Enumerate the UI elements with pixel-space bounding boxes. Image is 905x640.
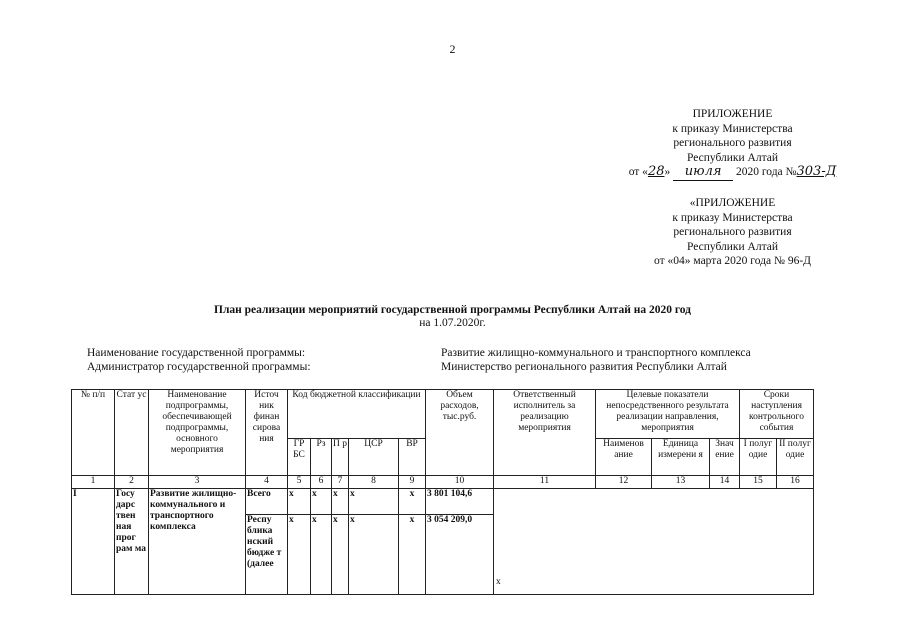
row-pr: х	[332, 515, 349, 595]
col-number: 2	[115, 476, 149, 489]
admin-label: Администратор государственной программы:	[87, 361, 311, 373]
header-targets: Целевые показатели непосредственного результата реализации направления, мероприятия	[596, 390, 740, 439]
header-rz: Рз	[311, 439, 332, 476]
col-number: 13	[652, 476, 710, 489]
appendix-date-line	[600, 165, 865, 181]
row-vr: х	[399, 515, 426, 595]
appendix-line: Республики Алтай	[686, 240, 779, 253]
handwritten-month: июля	[673, 165, 733, 181]
date-mid: »	[664, 166, 671, 179]
handwritten-number: 303-Д	[796, 164, 837, 180]
document-title-block	[0, 304, 905, 330]
col-number: 4	[246, 476, 288, 489]
appendix-line: от «04» марта 2020 года № 96-Д	[654, 255, 811, 268]
col-number: 16	[777, 476, 814, 489]
row-grbs: х	[288, 515, 311, 595]
appendix-block-original	[600, 196, 865, 269]
col-number: 8	[349, 476, 399, 489]
col-number: 12	[596, 476, 652, 489]
col-number: 5	[288, 476, 311, 489]
row-status: Госу дарс твен ная прог рам ма	[115, 489, 149, 595]
page-number: 2	[449, 42, 456, 56]
program-value: Развитие жилищно-коммунального и транспортного комплекса	[441, 347, 751, 359]
row-merged-x: х	[494, 489, 814, 595]
header-half1: I полуг одие	[740, 439, 777, 476]
handwritten-day: 28	[647, 164, 665, 180]
header-deadlines: Сроки наступления контрольного события	[740, 390, 814, 439]
row-source-total: Всего	[246, 489, 288, 515]
header-grbs: ГР БС	[288, 439, 311, 476]
header-value: Знач ение	[710, 439, 740, 476]
header-target-name: Наименов ание	[596, 439, 652, 476]
header-source: Источ ник финан сирова ния	[246, 390, 288, 476]
row-grbs: х	[288, 489, 311, 515]
appendix-line: регионального развития	[673, 226, 792, 239]
appendix-line: к приказу Министерства	[672, 211, 793, 224]
col-number: 11	[494, 476, 596, 489]
row-csr: х	[349, 489, 399, 515]
row-vr: х	[399, 489, 426, 515]
header-half2: II полуг одие	[777, 439, 814, 476]
date-prefix: от «	[628, 166, 648, 179]
document-date: на 1.07.2020г.	[419, 317, 486, 329]
col-number: 15	[740, 476, 777, 489]
row-rz: х	[311, 515, 332, 595]
col-number: 9	[399, 476, 426, 489]
header-status: Стат ус	[115, 390, 149, 476]
row-source-republic: Респу блика нский бюдже т (далее	[246, 515, 288, 595]
header-name: Наименование подпрограммы, обеспечивающей подпрограммы, основного мероприятия	[149, 390, 246, 476]
header-num: № п/п	[72, 390, 115, 476]
header-unit: Единица измерени я	[652, 439, 710, 476]
header-responsible: Ответственный исполнитель за реализацию мероприятия	[494, 390, 596, 476]
appendix-title: «ПРИЛОЖЕНИЕ	[689, 197, 776, 209]
row-pr: х	[332, 489, 349, 515]
plan-table	[71, 389, 814, 595]
row-name: Развитие жилищно-коммунального и транспортного комплекса	[149, 489, 246, 595]
document-title: План реализации мероприятий государственной программы Республики Алтай на 2020 год	[214, 304, 691, 316]
admin-value: Министерство регионального развития Республики Алтай	[441, 361, 727, 373]
row-volume-total: 3 801 104,6	[426, 489, 494, 515]
col-number: 10	[426, 476, 494, 489]
appendix-block-current	[600, 107, 865, 181]
header-volume: Объем расходов, тыс.руб.	[426, 390, 494, 476]
row-csr: х	[349, 515, 399, 595]
appendix-line: регионального развития	[673, 137, 792, 150]
header-kbk: Код бюджетной классификации	[288, 390, 426, 439]
date-suffix: 2020 года №	[735, 166, 797, 179]
row-rz: х	[311, 489, 332, 515]
col-number: 6	[311, 476, 332, 489]
col-number: 7	[332, 476, 349, 489]
col-number: 3	[149, 476, 246, 489]
header-csr: ЦСР	[349, 439, 399, 476]
appendix-line: к приказу Министерства	[672, 122, 793, 135]
col-number: 14	[710, 476, 740, 489]
col-number: 1	[72, 476, 115, 489]
header-pr: П р	[332, 439, 349, 476]
row-num: I	[72, 489, 115, 595]
row-volume-republic: 3 054 209,0	[426, 515, 494, 595]
header-vr: ВР	[399, 439, 426, 476]
program-label: Наименование государственной программы:	[87, 347, 306, 359]
appendix-line: Республики Алтай	[686, 151, 779, 164]
appendix-title: ПРИЛОЖЕНИЕ	[692, 108, 773, 120]
